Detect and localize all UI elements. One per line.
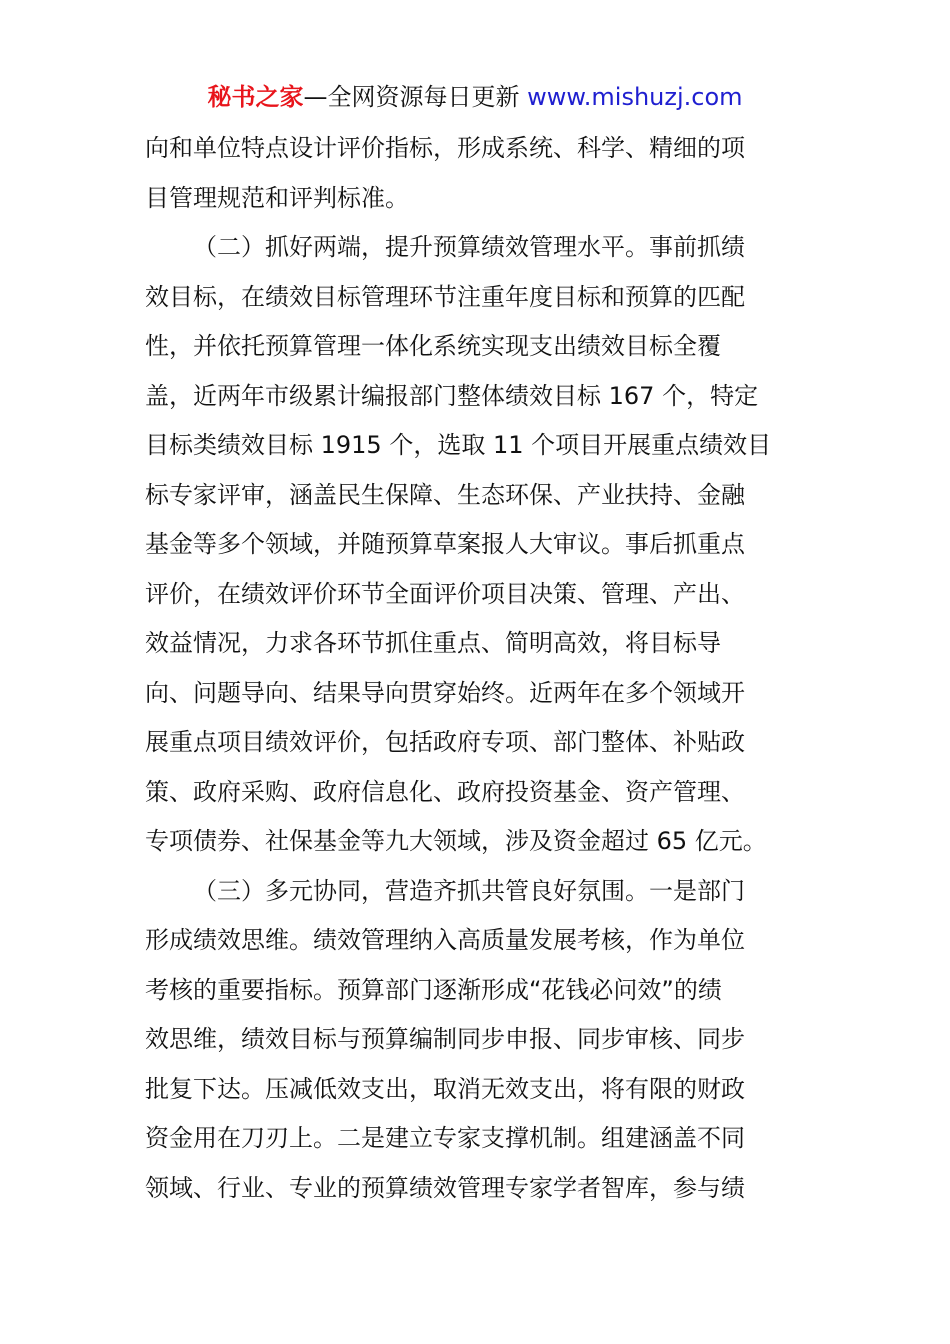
text-line: 目管理规范和评判标准。 <box>145 183 409 212</box>
text-line: 专项债券、社保基金等九大领域，涉及资金超过 65 亿元。 <box>145 827 767 855</box>
section-heading-line: （二）抓好两端，提升预算绩效管理水平。事前抓绩 <box>193 233 745 261</box>
text-line: 效目标，在绩效目标管理环节注重年度目标和预算的匹配 <box>145 282 745 311</box>
text-line: 评价，在绩效评价环节全面评价项目决策、管理、产出、 <box>145 579 745 608</box>
section-heading-line: （三）多元协同，营造齐抓共管良好氛围。一是部门 <box>193 876 745 905</box>
text-line: 展重点项目绩效评价，包括政府专项、部门整体、补贴政 <box>145 728 745 756</box>
text-line: 形成绩效思维。绩效管理纳入高质量发展考核，作为单位 <box>145 926 745 954</box>
text-line: 标专家评审，涵盖民生保障、生态环保、产业扶持、金融 <box>145 480 745 509</box>
brand-name: 秘书之家 <box>207 83 304 111</box>
text-line: 效思维，绩效目标与预算编制同步申报、同步审核、同步 <box>145 1025 745 1053</box>
text-line: 领域、行业、专业的预算绩效管理专家学者智库，参与绩 <box>145 1173 745 1202</box>
text-line: 向和单位特点设计评价指标，形成系统、科学、精细的项 <box>145 134 745 162</box>
document-body <box>145 124 815 1213</box>
header-tagline: —全网资源每日更新 <box>303 83 520 111</box>
site-url-link[interactable]: www.mishuzj.com <box>527 83 743 111</box>
text-line: 性，并依托预算管理一体化系统实现支出绩效目标全覆 <box>145 332 721 360</box>
page-header <box>0 80 950 114</box>
text-line: 效益情况，力求各环节抓住重点、简明高效，将目标导 <box>145 629 721 657</box>
text-line: 考核的重要指标。预算部门逐渐形成“花钱必问效”的绩 <box>145 975 722 1004</box>
text-line: 目标类绩效目标 1915 个，选取 11 个项目开展重点绩效目 <box>145 431 772 459</box>
text-line: 向、问题导向、结果导向贯穿始终。近两年在多个领域开 <box>145 678 745 707</box>
text-line: 策、政府采购、政府信息化、政府投资基金、资产管理、 <box>145 777 745 806</box>
text-line: 批复下达。压减低效支出，取消无效支出，将有限的财政 <box>145 1074 745 1103</box>
text-line: 基金等多个领域，并随预算草案报人大审议。事后抓重点 <box>145 530 745 558</box>
text-line: 资金用在刀刃上。二是建立专家支撑机制。组建涵盖不同 <box>145 1124 745 1152</box>
text-line: 盖，近两年市级累计编报部门整体绩效目标 167 个，特定 <box>145 381 759 410</box>
